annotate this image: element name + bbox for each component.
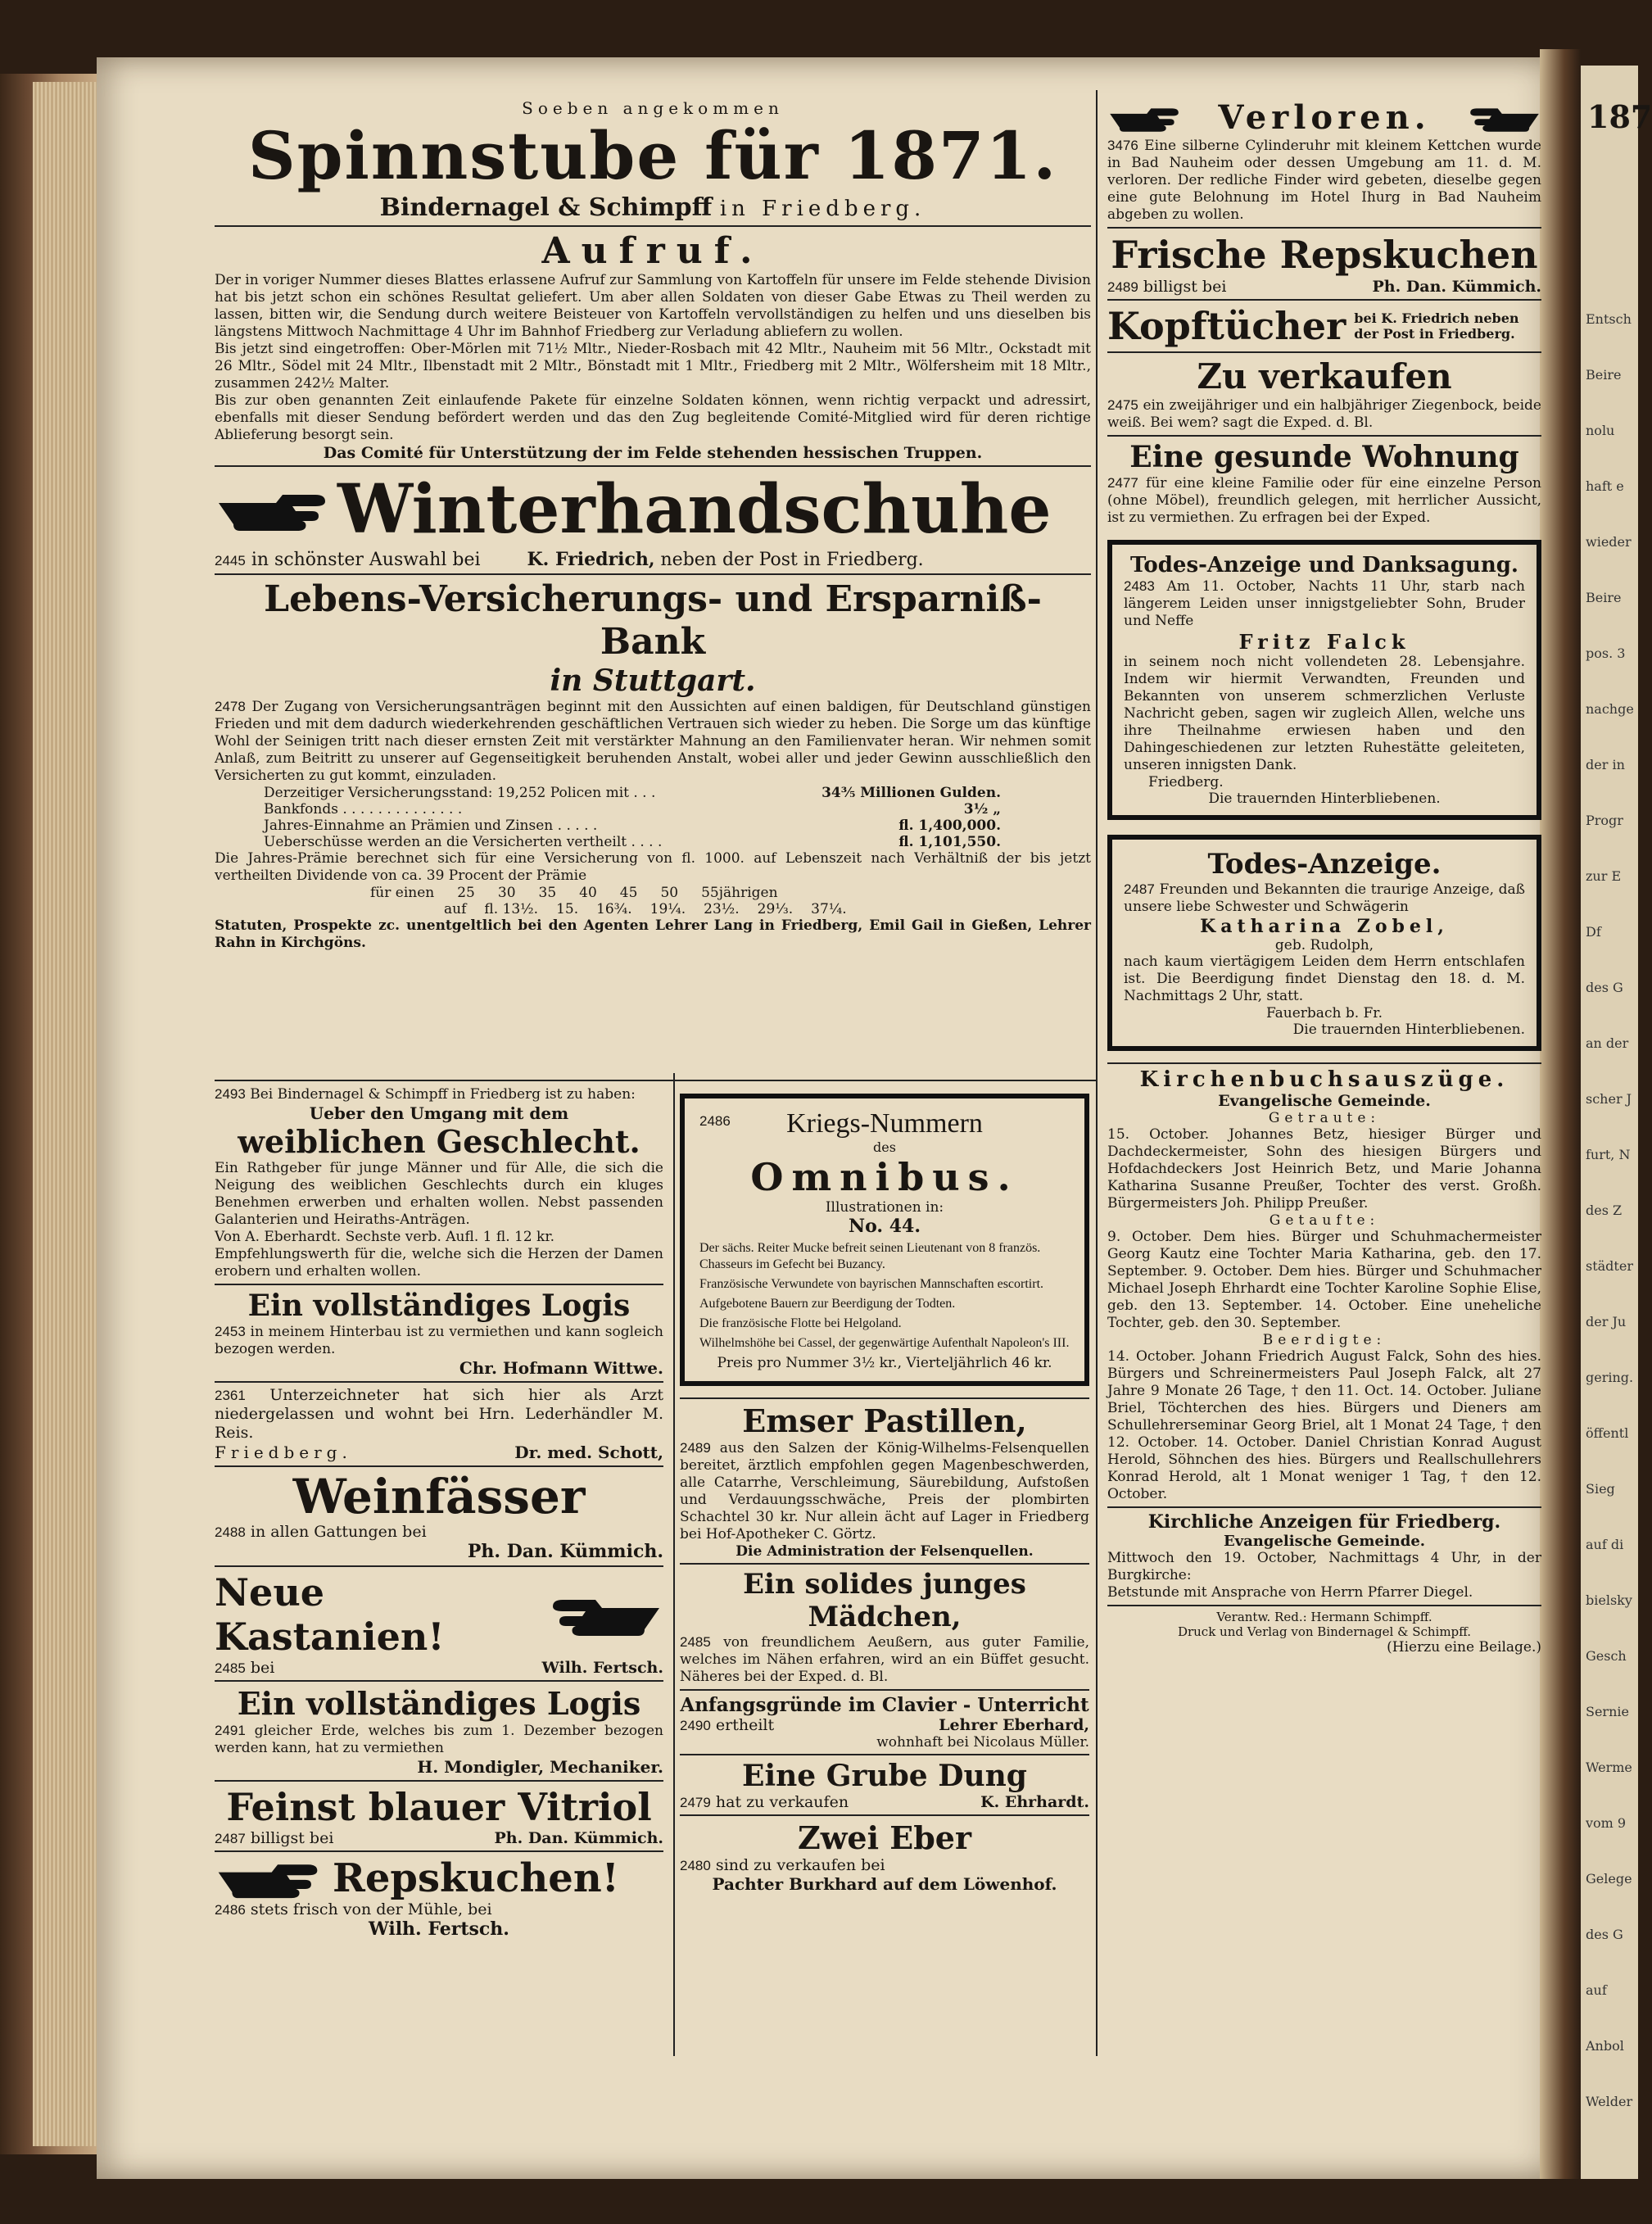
facing-page-fragment: haft e [1586,478,1624,494]
facing-page-fragment: Beire [1586,590,1622,605]
tod2-name: Katharina Zobel, [1200,916,1449,937]
wohn-title: Eine gesunde Wohnung [1129,440,1519,474]
ad-number: 2477 [1107,475,1138,491]
facing-page-fragment: des G [1586,1927,1623,1942]
kirch-title: Kirchenbuchsauszüge. [1139,1067,1509,1092]
wohn-text: für eine kleine Familie oder für eine einzelne Person (ohne Möbel), freundlich gelegen, mit herrlicher Aussicht, ist zu vermiethen. Zu erfragen bei der Exped. [1107,475,1541,526]
bank-row-value: fl. 1,400,000. [898,818,1001,834]
divider [680,1754,1089,1755]
tod1-signature: Die trauernden Hinterbliebenen. [1208,790,1441,807]
frische-seller: Ph. Dan. Kümmich. [1372,278,1541,296]
umgang-title: weiblichen Geschlecht. [238,1123,640,1160]
bank-row-label: Jahres-Einnahme an Prämien und Zinsen . . . . . [264,818,598,834]
bank-title: Lebens-Versicherungs- und Ersparniß-Bank [264,578,1042,663]
divider [1107,1605,1541,1606]
verloren-text: Eine silberne Cylinderuhr mit kleinem Kettchen wurde in Bad Nauheim oder dessen Umgebung am 11. d. M. verloren. Der redliche Finder wird gebeten, dieselbe gegen eine gute Belohnung im Hotel Ihurg in Bad Nauheim abgeben zu wollen. [1107,138,1541,223]
divider [680,1814,1089,1816]
tod2-geb: geb. Rudolph, [1274,937,1374,953]
arzt-signature: Dr. med. Schott, [514,1443,663,1462]
pointing-hand-icon [1107,100,1181,136]
beerdigte-heading: Beerdigte: [1262,1332,1387,1348]
ad-number: 2489 [680,1440,711,1456]
bank-city: in Stuttgart. [550,664,756,698]
facing-page-fragment: Welder [1586,2094,1633,2109]
winter-text: in schönster Auswahl bei [251,550,481,570]
facing-page-fragment: an der [1586,1035,1629,1051]
vitriol-title: Feinst blauer Vitriol [226,1785,652,1829]
divider [215,1381,663,1383]
bank-age: 50 [660,885,679,901]
bank-age: 45 [619,885,638,901]
bank-age: 35 [538,885,557,901]
facing-page-fragment: auf [1586,1982,1607,1998]
ad-number: 2453 [215,1324,246,1339]
ad-number: 2486 [215,1902,246,1918]
book-gutter [1540,49,1581,2179]
ad-number: 2486 [699,1113,731,1129]
divider [215,1284,663,1285]
bank-price: 37¼. [811,901,847,917]
left-column [215,98,1091,952]
ad-number: 2478 [215,699,246,714]
tod2-city: Fauerbach b. Fr. [1266,1005,1383,1021]
divider [215,225,1091,227]
ad-number: 2479 [680,1795,711,1810]
divider [215,1565,663,1567]
tod2-text: Freunden und Bekannten die traurige Anzeige, daß unsere liebe Schwester und Schwägerin [1124,881,1526,915]
facing-page-fragment: zur E [1586,868,1622,884]
emser-signature: Die Administration der Felsenquellen. [735,1543,1034,1560]
facing-page-fragment: Werme [1586,1760,1632,1775]
pointing-hand-icon [215,485,329,534]
kriegs-item: Aufgebotene Bauern zur Beerdigung der Todten. [699,1297,956,1311]
arzt-city: Friedberg. [215,1443,352,1462]
facing-page-number: 187 [1587,98,1652,135]
imprint-printer: Druck und Verlag von Bindernagel & Schimpff. [1177,1624,1472,1639]
bank-price: fl. 13½. [484,901,539,917]
kriegs-price: Preis pro Nummer 3½ kr., Vierteljährlich 46 kr. [717,1355,1052,1371]
aufruf-signature: Das Comité für Unterstützung der im Felde stehenden hessischen Truppen. [323,444,983,462]
death-notice-2 [1107,835,1541,1051]
aufruf-text: Der in voriger Nummer dieses Blattes erlassene Aufruf zur Sammlung von Kartoffeln für unsere im Felde stehende Division hat bis jetzt schon ein schönes Resultat geliefert. Um aber allen Soldaten von dieser Gabe Etwas zu Theil werden zu lassen, bitten wir, die Sendung durch weitere Beisteuer von Kartoffeln vervollständigen zu helfen und uns dieselben bis längstens Mittwoch Nachmittage 4 Uhr im Bahnhof Friedberg zur Verladung abliefern zu wollen. [215,272,1091,340]
kast-text: bei [250,1659,275,1677]
middle-sub-column [680,1094,1089,1894]
divider [215,465,1091,467]
facing-page-fragment: Sieg [1586,1481,1615,1497]
logis2-text: gleicher Erde, welches bis zum 1. Dezember bezogen werden kann, hat zu vermiethen [215,1723,664,1756]
logis-signature: Chr. Hofmann Wittwe. [459,1358,663,1378]
facing-page-fragment: wieder [1586,534,1632,550]
pointing-hand-icon [549,1590,663,1639]
divider [215,573,1091,575]
ad-number: 2487 [1124,881,1155,897]
facing-page-fragment: der in [1586,757,1625,772]
tod2-text-2: nach kaum viertägigem Leiden dem Herrn entschlafen ist. Die Beerdigung findet Dienstag den 18. d. M. Nachmittags 2 Uhr, statt. [1124,953,1525,1004]
kopf-title: Kopftücher [1107,304,1346,348]
column-rule [673,1073,675,2056]
logis2-title: Ein vollständiges Logis [237,1685,641,1722]
winter-title: Winterhandschuhe [337,470,1052,549]
facing-page-fragment: öffentl [1586,1425,1629,1441]
bank-footer: Statuten, Prospekte zc. unentgeltlich bei den Agenten Lehrer Lang in Friedberg, Emil Gail in Gießen, Lehrer Rahn in Kirchgöns. [215,917,1091,951]
facing-page-fragment: Beire [1586,367,1622,383]
frische-text: billigst bei [1143,278,1227,296]
kast-seller: Wilh. Fertsch. [541,1659,663,1677]
verloren-title: Verloren. [1218,98,1431,137]
kriegs-ad-box [680,1094,1089,1386]
kriegs-title: Kriegs-Nummern [786,1108,983,1139]
divider [1107,351,1541,353]
clavier-address: wohnhaft bei Nicolaus Müller. [876,1734,1089,1751]
logis-title: Ein vollständiges Logis [247,1289,631,1323]
dung-text: hat zu verkaufen [715,1793,849,1811]
ad-number: 2480 [680,1858,711,1873]
umgang-desc: Ein Rathgeber für junge Männer und für Alle, die sich die Neigung des weiblichen Geschlechts durch ein kluges Benehmen erwerben und erhalten wollen. Nebst passenden Galanterien und Heiraths-Anträgen. [215,1160,663,1228]
logis2-signature: H. Mondigler, Mechaniker. [417,1757,663,1777]
facing-page-fragment: pos. 3 [1586,645,1626,661]
tod1-title: Todes-Anzeige und Danksagung. [1130,553,1518,578]
bank-age: 40 [579,885,597,901]
divider [215,1780,663,1782]
facing-page-fragment: nolu [1586,423,1615,438]
bank-text-2: Die Jahres-Prämie berechnet sich für eine Versicherung von fl. 1000. auf Lebenszeit nach Verhältniß der bis jetzt vertheilten Dividende von ca. 39 Procent der Prämie [215,850,1091,884]
column-rule [1096,90,1098,2056]
kriegs-item: Die französische Flotte bei Helgoland. [699,1316,902,1330]
bank-row-value: 3½ „ [963,801,1001,818]
imprint-supplement: (Hierzu eine Beilage.) [1387,1639,1541,1656]
tod1-name: Fritz Falck [1238,630,1410,654]
arzt-text: Unterzeichneter hat sich hier als Arzt niedergelassen und wohnt bei Hrn. Lederhändler M. Reis. [215,1386,663,1442]
ad-number: 2491 [215,1723,246,1738]
bank-row-label: Bankfonds . . . . . . . . . . . . . . [264,801,463,818]
ad-number: 2489 [1107,279,1138,295]
facing-page-fragment: Sernie [1586,1704,1629,1719]
reps-text: stets frisch von der Mühle, bei [250,1900,492,1918]
facing-page-fragment: bielsky [1586,1592,1632,1608]
bank-price: 15. [556,901,579,917]
bank-price: 19¼. [649,901,686,917]
bank-price: 16¾. [596,901,632,917]
ad-number: 2487 [215,1831,246,1846]
getaufte-text: 9. October. Dem hies. Bürger und Schuhmachermeister Georg Kautz eine Tochter Maria Katharina, geb. den 17. September. 9. October. Dem hies. Bürger und Schuhmacher Michael Joseph Ehrhardt eine Tochter Karoline Sophie Elise, geb. den 13. September. 14. October. Eine uneheliche Tochter, geb. den 30. September. [1107,1229,1541,1331]
aufruf-title: Aufruf. [541,230,764,272]
emser-title: Emser Pastillen, [742,1402,1027,1439]
ad-number: 2490 [680,1718,711,1733]
divider [680,1689,1089,1691]
ad-number: 2445 [215,553,246,568]
vitriol-text: billigst bei [250,1829,334,1847]
ad-number: 2361 [215,1388,246,1403]
facing-page-fragment: des Z [1586,1203,1623,1218]
divider [680,1397,1089,1399]
divider [1107,1062,1541,1064]
facing-page-fragment: furt, N [1586,1147,1631,1162]
tod1-text-2: in seinem noch nicht vollendeten 28. Lebensjahre. Indem wir hiermit Verwandten, Freunden und Bekannten von unserem schmerzlichen Verluste Nachricht geben, sagen wir zugleich Allen, welche uns ihre Theilnahme erwiesen haben und den Dahingeschiedenen zur letzten Ruhestätte geleiteten, unseren innigsten Dank. [1124,654,1525,773]
getaufte-heading: Getaufte: [1269,1212,1380,1229]
divider [215,1680,663,1682]
wein-seller: Ph. Dan. Kümmich. [467,1541,663,1562]
frische-title: Frische Repskuchen [1111,233,1538,277]
anz-sub: Evangelische Gemeinde. [1223,1533,1426,1550]
divider [215,1850,663,1852]
kriegs-name: Omnibus. [750,1155,1019,1199]
ad-number: 3476 [1107,138,1138,153]
facing-page-fragment: gering. [1586,1370,1634,1385]
kriegs-item: Französische Verwundete von bayrischen Mannschaften escortirt. [699,1277,1044,1291]
bank-row-label: Ueberschüsse werden an die Versicherten vertheilt . . . . [264,834,663,850]
bank-age: 30 [497,885,516,901]
bank-age: 55jährigen [701,885,778,901]
ad-number: 2493 [215,1086,246,1102]
bank-row-value: 34⅗ Millionen Gulden. [821,785,1001,801]
tod1-city: Friedberg. [1148,774,1224,790]
facing-page-fragment: städter [1586,1258,1633,1274]
kirch-sub: Evangelische Gemeinde. [1218,1092,1431,1110]
kriegs-item: Der sächs. Reiter Mucke befreit seinen Lieutenant von 8 französ. Chasseurs im Gefecht bei Buzancy. [699,1241,1041,1271]
pointing-hand-icon [1468,100,1541,136]
kriegs-illustrations: Illustrationen in: [825,1199,944,1216]
bank-price: 29⅓. [757,901,794,917]
reps-title: Repskuchen! [333,1855,619,1901]
eber-title: Zwei Eber [797,1819,972,1856]
winter-seller: K. Friedrich, [527,549,655,570]
imprint-editor: Verantw. Red.: Hermann Schimpff. [1216,1610,1432,1624]
facing-page-fragment: des G [1586,980,1623,995]
facing-page-fragment: Anbol [1586,2038,1624,2054]
divider [1107,299,1541,301]
divider [1107,1506,1541,1508]
divider [1107,227,1541,229]
tod2-title: Todes-Anzeige. [1207,848,1442,881]
divider [1107,435,1541,437]
bank-age: 25 [457,885,475,901]
eber-seller: Pachter Burkhard auf dem Löwenhof. [712,1874,1057,1894]
clavier-signature: Lehrer Eberhard, [939,1716,1089,1734]
facing-page-fragment: scher J [1586,1091,1632,1107]
facing-page-fragment: Gelege [1586,1871,1632,1887]
column-rule-h [215,1080,1096,1081]
aufruf-text-2: Bis jetzt sind eingetroffen: Ober-Mörlen mit 71½ Mltr., Nieder-Rosbach mit 42 Mltr., Nauheim mit 56 Mltr., Ockstadt mit 26 Mltr., Södel mit 24 Mltr., Ilbenstadt mit 2 Mltr., Bönstadt mit 1 Mltr., Friedberg mit 2 Mltr., Wölfersheim mit 18 Mltr., zusammen 242½ Malter. [215,341,1091,392]
tod1-text: Am 11. October, Nachts 11 Uhr, starb nach längerem Leiden unser innigstgeliebter Sohn, Bruder und Neffe [1124,578,1525,629]
divider [680,1563,1089,1565]
umgang-author: Von A. Eberhardt. Sechste verb. Aufl. 1 fl. 12 kr. [215,1229,555,1245]
maedchen-title: Ein solides junges Mädchen, [743,1568,1026,1633]
wein-text: in allen Gattungen bei [250,1523,427,1541]
dung-title: Eine Grube Dung [742,1759,1027,1793]
eber-text: sind zu verkaufen bei [715,1856,885,1874]
bank-ages-label: für einen [370,885,435,901]
kast-title: Neue Kastanien! [215,1570,445,1659]
bank-prices-label: auf [444,901,467,917]
facing-page-fragment: der Ju [1586,1314,1627,1329]
reps-seller: Wilh. Fertsch. [369,1918,509,1940]
logis-text: in meinem Hinterbau ist zu vermiethen und kann sogleich bezogen werden. [215,1324,664,1357]
beerdigte-text: 14. October. Johann Friedrich August Falck, Sohn des hies. Bürgers und Schreinermeisters Paul Joseph Falck, alt 27 Jahre 9 Monate 26 Tage, † den 11. Oct. 14. October. Juliane Briel, Töchterchen des hies. Bürgers und Dieners am Schullehrerseminar Georg Briel, alt 1 Monat 24 Tage, † den 12. October. 14. October. Daniel Christian Konrad August Herold, Söhnchen des hies. Bürgers und Reallschullehrers Konrad Herold, alt 1 Monat weniger 1 Tag, † den 12. October. [1107,1348,1541,1502]
bank-row-value: fl. 1,101,550. [898,834,1001,850]
facing-page-fragment: Gesch [1586,1648,1627,1664]
kriegs-des: des [873,1139,896,1155]
bank-text: Der Zugang von Versicherungsanträgen beginnt mit den Aussichten auf einen baldigen, für Deutschland günstigen Frieden und mit dem dadurch wiederkehrenden geschäftlichen Vertrauen sich wieder zu heben. Die Sorge um das künftige Wohl der Seinigen tritt nach dieser ernsten Zeit mit verstärkter Mahnung an den Familienvater heran. Wir nehmen somit Anlaß, zum Beitritt zu unserer auf Gegenseitigkeit beruhenden Anstalt, wobei aller und jeder Gewinn ausschließlich den Versicherten zu gut kommt, einzuladen. [215,699,1092,784]
spinn-city: in Friedberg. [719,197,926,221]
spinn-publisher: Bindernagel & Schimpff [379,193,713,222]
divider [215,1465,663,1467]
verk-title: Zu verkaufen [1197,356,1452,396]
vitriol-seller: Ph. Dan. Kümmich. [494,1829,663,1847]
umgang-note: Empfehlungswerth für die, welche sich die Herzen der Damen erobern und erhalten wollen. [215,1246,663,1280]
anz-text-2: Betstunde mit Ansprache von Herrn Pfarrer Diegel. [1107,1584,1473,1601]
clavier-title: Anfangsgründe im Clavier - Unterricht [680,1694,1089,1716]
umgang-sub: Ueber den Umgang mit dem [309,1103,569,1123]
maedchen-text: von freundlichem Aeußern, aus guter Familie, welches im Nähen erfahren, wird an ein Büffet gesucht. Näheres bei der Exped. d. Bl. [680,1634,1090,1685]
wein-title: Weinfässer [292,1469,586,1524]
ad-number: 2485 [680,1634,711,1650]
anz-text: Mittwoch den 19. October, Nachmittags 4 Uhr, in der Burgkirche: [1107,1550,1541,1583]
facing-page-fragment: nachge [1586,701,1634,717]
facing-page-fragment: auf di [1586,1537,1624,1552]
dung-seller: K. Ehrhardt. [980,1793,1089,1811]
facing-page-fragment: Entsch [1586,311,1632,327]
ad-number: 2488 [215,1524,246,1540]
verk-text: ein zweijähriger und ein halbjähriger Ziegenbock, beide weiß. Bei wem? sagt die Exped. d. Bl. [1107,397,1541,431]
left-sub-column [215,1085,663,1940]
facing-page-fragment: Df [1586,924,1601,940]
kriegs-item: Wilhelmshöhe bei Cassel, der gegenwärtige Aufenthalt Napoleon's III. [699,1336,1070,1350]
death-notice-1 [1107,540,1541,820]
kriegs-number: No. 44. [849,1216,921,1237]
facing-page-fragment: Progr [1586,813,1623,828]
winter-where: neben der Post in Friedberg. [660,550,924,570]
clavier-text: ertheilt [715,1716,775,1734]
umgang-text: Bei Bindernagel & Schimpff in Friedberg ist zu haben: [250,1086,636,1103]
facing-page-fragment: vom 9 [1586,1815,1627,1831]
ad-number: 2485 [215,1660,246,1676]
bank-price: 23½. [704,901,740,917]
facing-page [1581,66,1652,2179]
pointing-hand-icon [215,1855,321,1901]
ad-number: 2475 [1107,397,1138,413]
getraute-text: 15. October. Johannes Betz, hiesiger Bürger und Dachdeckermeister, Sohn des hiesigen Bürgers und Hofdachdeckers Jost Heinrich Betz, und Marie Johanna Katharina Susanne Preußer, Tochter des verst. Großh. Bürgermeisters Joh. Philipp Preußer. [1107,1126,1541,1212]
tod2-signature: Die trauernden Hinterbliebenen. [1292,1021,1525,1038]
bank-row-label: Derzeitiger Versicherungsstand: 19,252 Policen mit . . . [264,785,656,801]
kopf-text: bei K. Friedrich neben der Post in Friedberg. [1354,310,1519,342]
spinn-sub: Soeben angekommen [522,98,784,118]
ad-number: 2483 [1124,578,1155,594]
right-column [1107,98,1541,1656]
anz-title: Kirchliche Anzeigen für Friedberg. [1147,1511,1501,1533]
aufruf-text-3: Bis zur oben genannten Zeit einlaufende Pakete für einzelne Soldaten können, wenn richtig verpackt und adressirt, ebenfalls mit dieser Sendung befördert werden und das den Zug begleitende Comité-Mitglied wird für deren richtige Ablieferung besorgt sein. [215,392,1091,443]
emser-text: aus den Salzen der König-Wilhelms-Felsenquellen bereitet, ärztlich empfohlen gegen Magenbeschwerden, alle Catarrhe, Verschleimung, Säurebildung, Aufstoßen und Verdauungsschwäche, Preis der plombirten Schachtel 30 kr. Nur allein ächt auf Lager in Friedberg bei Hof-Apotheker C. Görtz. [680,1440,1090,1542]
getraute-heading: Getraute: [1268,1110,1381,1126]
spinn-title: Spinnstube für 1871. [247,117,1058,194]
bank-table [215,785,1091,850]
